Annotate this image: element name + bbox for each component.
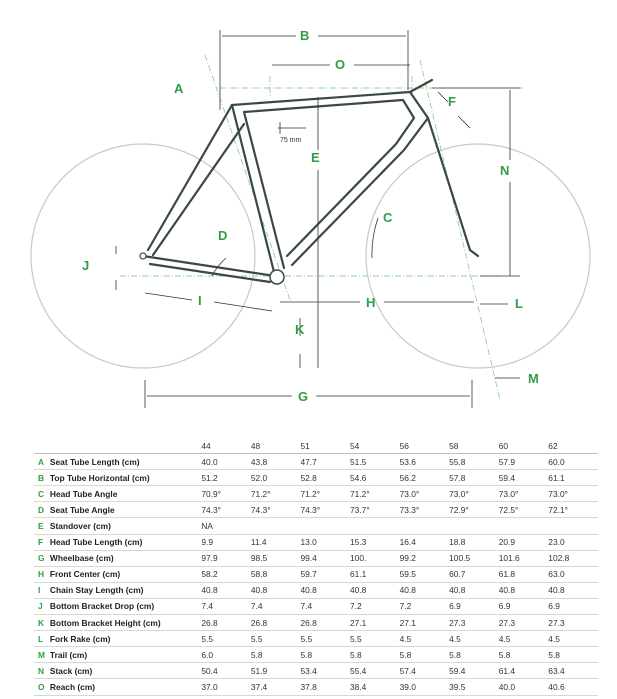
row-value: 7.2 xyxy=(350,598,400,614)
table-row xyxy=(34,502,598,518)
row-letter: K xyxy=(34,615,50,631)
header-letter xyxy=(34,438,50,454)
row-value: 57.4 xyxy=(400,663,450,679)
row-value: 27.3 xyxy=(499,615,549,631)
row-value: 73.3° xyxy=(400,502,450,518)
header-size: 48 xyxy=(251,438,301,454)
label-f: F xyxy=(448,94,456,109)
label-i: I xyxy=(198,293,202,308)
row-value xyxy=(300,518,350,534)
row-letter: A xyxy=(34,454,50,470)
header-size: 58 xyxy=(449,438,499,454)
row-value: 16.4 xyxy=(400,534,450,550)
row-value: 6.9 xyxy=(499,598,549,614)
row-value: 70.9° xyxy=(201,486,251,502)
label-g: G xyxy=(298,389,309,404)
row-value: 57.8 xyxy=(449,470,499,486)
row-value: 51.5 xyxy=(350,454,400,470)
row-value: 23.0 xyxy=(548,534,598,550)
row-letter: C xyxy=(34,486,50,502)
row-value: 37.0 xyxy=(201,679,251,695)
row-value: 99.4 xyxy=(300,550,350,566)
bottom-bracket xyxy=(270,270,284,284)
row-label: Wheelbase (cm) xyxy=(50,550,201,566)
row-value: 59.5 xyxy=(400,566,450,582)
row-value: 47.7 xyxy=(300,454,350,470)
row-value: 11.4 xyxy=(251,534,301,550)
row-letter: M xyxy=(34,647,50,663)
row-value: 40.8 xyxy=(449,582,499,598)
row-value: 4.5 xyxy=(449,631,499,647)
row-label: Seat Tube Length (cm) xyxy=(50,454,201,470)
row-value: 5.5 xyxy=(350,631,400,647)
row-value: 101.6 xyxy=(499,550,549,566)
row-letter: G xyxy=(34,550,50,566)
row-value xyxy=(350,518,400,534)
row-value: 59.4 xyxy=(449,663,499,679)
row-value: 50.4 xyxy=(201,663,251,679)
row-value: 59.4 xyxy=(499,470,549,486)
row-value: 100.5 xyxy=(449,550,499,566)
row-value: 13.0 xyxy=(300,534,350,550)
row-value: 5.5 xyxy=(300,631,350,647)
row-label: Head Tube Angle xyxy=(50,486,201,502)
label-d: D xyxy=(218,228,228,243)
table-row xyxy=(34,679,598,695)
row-letter: F xyxy=(34,534,50,550)
row-value: 6.0 xyxy=(201,647,251,663)
table-row xyxy=(34,566,598,582)
row-value: 39.5 xyxy=(449,679,499,695)
row-value: 71.2° xyxy=(251,486,301,502)
header-size: 60 xyxy=(499,438,549,454)
row-value: 52.0 xyxy=(251,470,301,486)
row-value: 40.8 xyxy=(201,582,251,598)
row-value: 71.2° xyxy=(300,486,350,502)
row-label: Bottom Bracket Drop (cm) xyxy=(50,598,201,614)
row-value: 5.8 xyxy=(251,647,301,663)
row-value: 37.4 xyxy=(251,679,301,695)
row-value: 60.0 xyxy=(548,454,598,470)
row-value: 43.8 xyxy=(251,454,301,470)
row-value: 72.9° xyxy=(449,502,499,518)
row-value: 40.6 xyxy=(548,679,598,695)
row-value: 7.4 xyxy=(300,598,350,614)
row-letter: N xyxy=(34,663,50,679)
row-value: 26.8 xyxy=(251,615,301,631)
row-value: 40.8 xyxy=(400,582,450,598)
row-label: Reach (cm) xyxy=(50,679,201,695)
row-letter: H xyxy=(34,566,50,582)
rear-axle xyxy=(140,253,146,259)
row-label: Head Tube Length (cm) xyxy=(50,534,201,550)
table-row xyxy=(34,486,598,502)
label-e: E xyxy=(311,150,320,165)
row-value: 71.2° xyxy=(350,486,400,502)
label-b: B xyxy=(300,28,310,43)
row-value: 73.0° xyxy=(548,486,598,502)
row-value: 72.1° xyxy=(548,502,598,518)
row-value: 4.5 xyxy=(499,631,549,647)
label-a: A xyxy=(174,81,184,96)
row-value: 61.1 xyxy=(350,566,400,582)
row-value: 26.8 xyxy=(300,615,350,631)
header-label xyxy=(50,438,201,454)
row-value: 55.8 xyxy=(449,454,499,470)
header-size: 56 xyxy=(400,438,450,454)
row-value: 4.5 xyxy=(400,631,450,647)
header-size: 62 xyxy=(548,438,598,454)
label-n: N xyxy=(500,163,510,178)
row-value: 5.8 xyxy=(350,647,400,663)
row-value: 97.9 xyxy=(201,550,251,566)
row-value: 7.4 xyxy=(201,598,251,614)
row-value: 5.8 xyxy=(499,647,549,663)
row-value: 102.8 xyxy=(548,550,598,566)
row-label: Seat Tube Angle xyxy=(50,502,201,518)
table-row xyxy=(34,631,598,647)
row-value: 54.6 xyxy=(350,470,400,486)
table-header-row xyxy=(34,438,598,454)
row-value: 61.1 xyxy=(548,470,598,486)
label-l: L xyxy=(515,296,523,311)
row-value: 40.8 xyxy=(300,582,350,598)
row-value: 18.8 xyxy=(449,534,499,550)
row-value: 27.1 xyxy=(350,615,400,631)
row-value: 40.0 xyxy=(499,679,549,695)
row-value: 5.8 xyxy=(548,647,598,663)
row-letter: B xyxy=(34,470,50,486)
row-value xyxy=(251,518,301,534)
row-value: 55.4 xyxy=(350,663,400,679)
header-size: 54 xyxy=(350,438,400,454)
table-row xyxy=(34,550,598,566)
table-row xyxy=(34,470,598,486)
table-row xyxy=(34,454,598,470)
row-value: 27.3 xyxy=(449,615,499,631)
label-k: K xyxy=(295,322,305,337)
row-value: 40.8 xyxy=(251,582,301,598)
row-value: 74.3° xyxy=(251,502,301,518)
row-value: 73.0° xyxy=(499,486,549,502)
row-value: 27.1 xyxy=(400,615,450,631)
row-value: 72.5° xyxy=(499,502,549,518)
row-value: 74.3° xyxy=(300,502,350,518)
row-value: 5.5 xyxy=(201,631,251,647)
row-value: 6.9 xyxy=(449,598,499,614)
row-value: 40.0 xyxy=(201,454,251,470)
row-value: 73.0° xyxy=(449,486,499,502)
row-value: 5.8 xyxy=(449,647,499,663)
row-letter: D xyxy=(34,502,50,518)
table-row xyxy=(34,598,598,614)
row-value: 57.9 xyxy=(499,454,549,470)
row-label: Top Tube Horizontal (cm) xyxy=(50,470,201,486)
row-value: 99.2 xyxy=(400,550,450,566)
row-value: 63.4 xyxy=(548,663,598,679)
row-value: 74.3° xyxy=(201,502,251,518)
row-value: 63.0 xyxy=(548,566,598,582)
row-value: 58.8 xyxy=(251,566,301,582)
table-row xyxy=(34,615,598,631)
row-label: Front Center (cm) xyxy=(50,566,201,582)
row-value: 5.8 xyxy=(300,647,350,663)
row-value: 15.3 xyxy=(350,534,400,550)
row-letter: I xyxy=(34,582,50,598)
row-value: 27.3 xyxy=(548,615,598,631)
row-value: 53.4 xyxy=(300,663,350,679)
row-value: 73.0° xyxy=(400,486,450,502)
row-letter: E xyxy=(34,518,50,534)
label-c: C xyxy=(383,210,393,225)
table-row xyxy=(34,582,598,598)
label-m: M xyxy=(528,371,539,386)
label-h: H xyxy=(366,295,376,310)
row-value: 5.5 xyxy=(251,631,301,647)
row-value xyxy=(400,518,450,534)
header-size: 51 xyxy=(300,438,350,454)
row-value: 9.9 xyxy=(201,534,251,550)
row-label: Stack (cm) xyxy=(50,663,201,679)
header-size: 44 xyxy=(201,438,251,454)
row-label: Bottom Bracket Height (cm) xyxy=(50,615,201,631)
table-row xyxy=(34,663,598,679)
geometry-table xyxy=(34,438,598,696)
row-value: 61.8 xyxy=(499,566,549,582)
row-label: Standover (cm) xyxy=(50,518,201,534)
label-o: O xyxy=(335,57,346,72)
row-value: 51.9 xyxy=(251,663,301,679)
row-value: 5.8 xyxy=(400,647,450,663)
row-value: 58.2 xyxy=(201,566,251,582)
bike-frame xyxy=(143,80,478,282)
row-value: 39.0 xyxy=(400,679,450,695)
table-row xyxy=(34,647,598,663)
row-value xyxy=(548,518,598,534)
row-value xyxy=(449,518,499,534)
row-value: 6.9 xyxy=(548,598,598,614)
row-value: 60.7 xyxy=(449,566,499,582)
label-j: J xyxy=(82,258,90,273)
row-value: 7.2 xyxy=(400,598,450,614)
row-value: 7.4 xyxy=(251,598,301,614)
row-value: 59.7 xyxy=(300,566,350,582)
row-value: 37.8 xyxy=(300,679,350,695)
row-value: 61.4 xyxy=(499,663,549,679)
row-value: 40.8 xyxy=(548,582,598,598)
row-label: Fork Rake (cm) xyxy=(50,631,201,647)
table-row xyxy=(34,518,598,534)
row-label: Chain Stay Length (cm) xyxy=(50,582,201,598)
row-label: Trail (cm) xyxy=(50,647,201,663)
row-value: 38.4 xyxy=(350,679,400,695)
row-value: 52.8 xyxy=(300,470,350,486)
row-value: 56.2 xyxy=(400,470,450,486)
row-letter: J xyxy=(34,598,50,614)
row-value: 20.9 xyxy=(499,534,549,550)
row-letter: O xyxy=(34,679,50,695)
row-value: 100. xyxy=(350,550,400,566)
row-value: 51.2 xyxy=(201,470,251,486)
row-value: 26.8 xyxy=(201,615,251,631)
table-row xyxy=(34,534,598,550)
row-letter: L xyxy=(34,631,50,647)
row-value: 4.5 xyxy=(548,631,598,647)
setback-label: 75 mm xyxy=(280,137,302,144)
row-value: 98.5 xyxy=(251,550,301,566)
row-value xyxy=(499,518,549,534)
row-value: 40.8 xyxy=(350,582,400,598)
row-value: 53.6 xyxy=(400,454,450,470)
row-value: 40.8 xyxy=(499,582,549,598)
row-value: 73.7° xyxy=(350,502,400,518)
row-value: NA xyxy=(201,518,251,534)
